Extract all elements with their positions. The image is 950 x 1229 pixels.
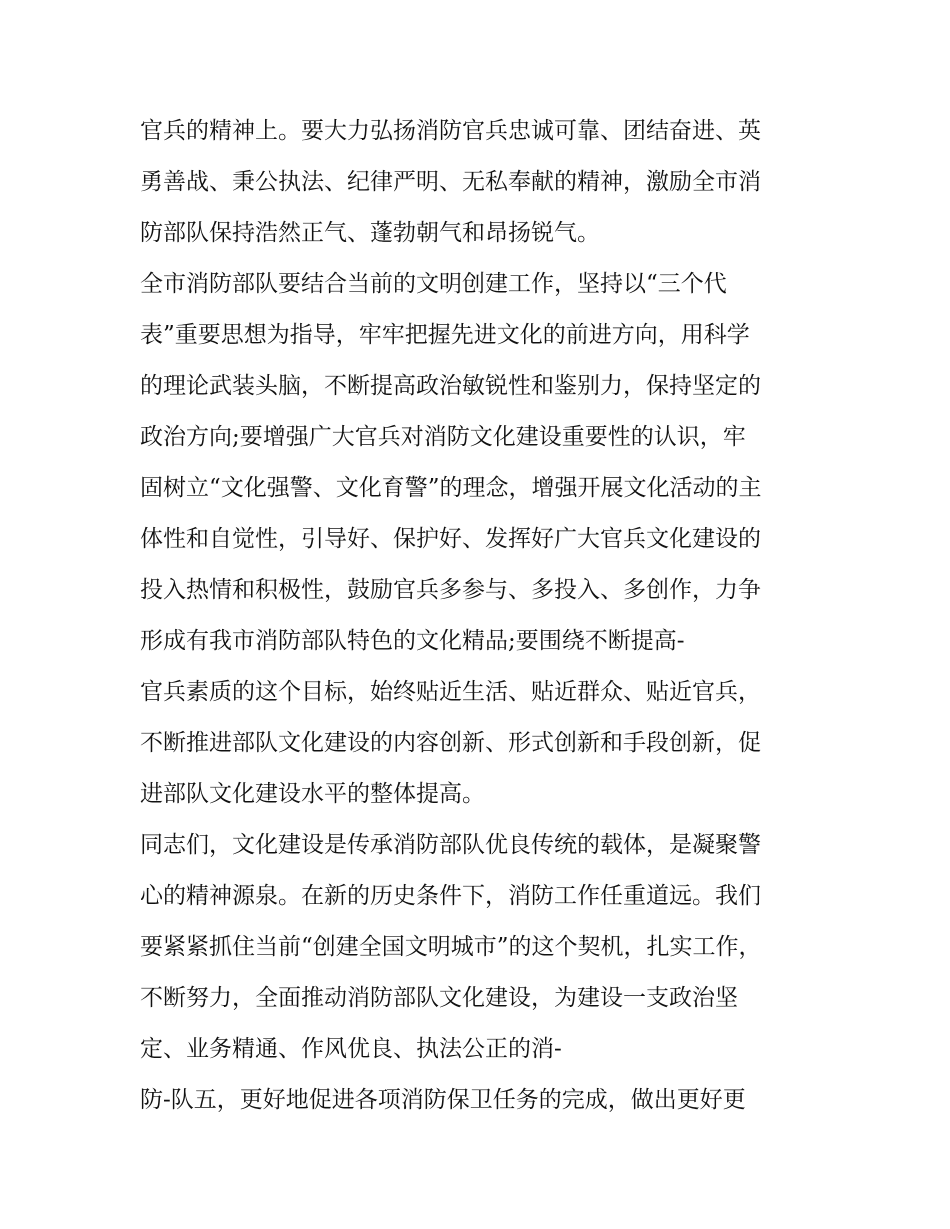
text-line: 不断推进部队文化建设的内容创新、形式创新和手段创新，促 — [140, 730, 761, 756]
text-line: 形成有我市消防部队特色的文化精品;要围绕不断提高- — [140, 628, 685, 654]
text-line: 防-队五，更好地促进各项消防保卫任务的完成，做出更好更 — [140, 1087, 746, 1113]
text-line: 的理论武装头脑，不断提高政治敏锐性和鉴别力，保持坚定的 — [140, 373, 761, 399]
text-line: 投入热情和积极性，鼓励官兵多参与、多投入、多创作，力争 — [140, 577, 761, 603]
text-line: 表”重要思想为指导，牢牢把握先进文化的前进方向，用科学 — [140, 322, 750, 348]
text-line: 固树立“文化强警、文化育警”的理念，增强开展文化活动的主 — [140, 475, 762, 501]
text-line: 心的精神源泉。在新的历史条件下，消防工作任重道远。我们 — [140, 883, 761, 909]
text-line: 不断努力，全面推动消防部队文化建设，为建设一支政治坚 — [140, 985, 738, 1011]
text-line: 定、业务精通、作风优良、执法公正的消- — [140, 1036, 562, 1062]
document-body — [140, 106, 820, 1126]
text-line: 要紧紧抓住当前“创建全国文明城市”的这个契机，扎实工作， — [140, 934, 762, 960]
text-line: 体性和自觉性，引导好、保护好、发挥好广大官兵文化建设的 — [140, 526, 761, 552]
text-line: 同志们，文化建设是传承消防部队优良传统的载体，是凝聚警 — [140, 832, 761, 858]
text-line: 政治方向;要增强广大官兵对消防文化建设重要性的认识，牢 — [140, 424, 746, 450]
text-line: 勇善战、秉公执法、纪律严明、无私奉献的精神，激励全市消 — [140, 169, 761, 195]
text-line: 进部队文化建设水平的整体提高。 — [140, 781, 485, 807]
text-line: 全市消防部队要结合当前的文明创建工作，坚持以“三个代 — [140, 271, 727, 297]
text-line: 官兵的精神上。要大力弘扬消防官兵忠诚可靠、团结奋进、英 — [140, 118, 761, 144]
text-line: 防部队保持浩然正气、蓬勃朝气和昂扬锐气。 — [140, 220, 600, 246]
text-line: 官兵素质的这个目标，始终贴近生活、贴近群众、贴近官兵， — [140, 679, 761, 705]
